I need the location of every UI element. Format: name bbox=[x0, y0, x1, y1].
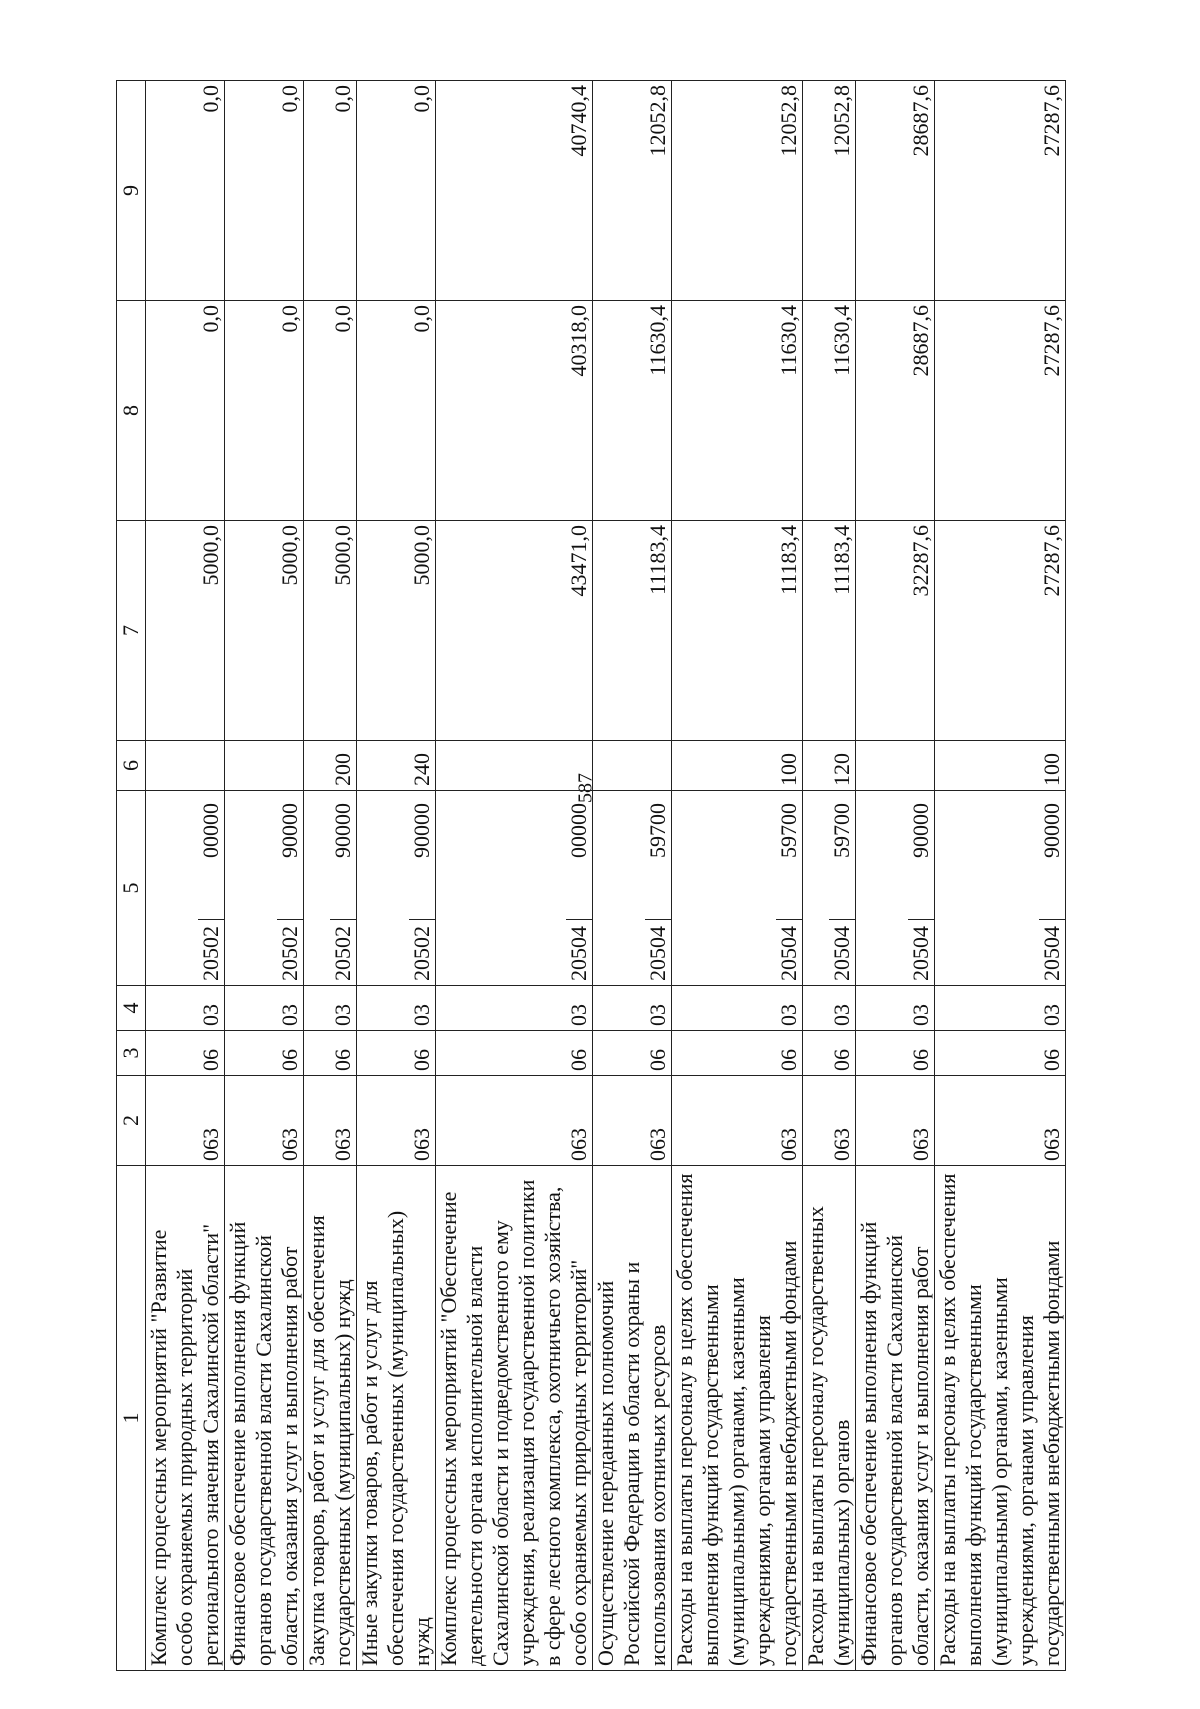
ministry-code-cell: 063 bbox=[225, 1076, 304, 1166]
program-code: 20502 bbox=[198, 919, 224, 981]
amount-cell: 28687,6 bbox=[856, 301, 935, 521]
table-row bbox=[803, 81, 856, 1671]
column-number-row bbox=[117, 81, 146, 1671]
budget-table-sheet bbox=[116, 81, 1066, 1671]
column-header: 5 bbox=[117, 791, 146, 986]
row-name-cell: Финансовое обеспечение выполнения функций органов государственной власти Сахалинской области, оказания услуг и выполнения работ bbox=[856, 1166, 935, 1671]
amount-cell: 12052,8 bbox=[672, 81, 803, 301]
expense-type-cell bbox=[436, 741, 593, 791]
amount-cell: 40318,0 bbox=[436, 301, 593, 521]
amount-cell: 11183,4 bbox=[803, 521, 856, 741]
direction-code: 00000 bbox=[566, 803, 591, 858]
program-code: 20504 bbox=[645, 919, 671, 981]
subsection-code-cell: 03 bbox=[935, 986, 1066, 1031]
expense-type-cell: 200 bbox=[304, 741, 357, 791]
amount-cell: 32287,6 bbox=[856, 521, 935, 741]
subsection-code-cell: 03 bbox=[146, 986, 225, 1031]
target-article-cell bbox=[436, 791, 593, 986]
direction-code: 90000 bbox=[277, 803, 302, 858]
amount-cell: 5000,0 bbox=[357, 521, 436, 741]
program-code: 20504 bbox=[566, 919, 592, 981]
table-row bbox=[935, 81, 1066, 1671]
section-code-cell: 06 bbox=[146, 1031, 225, 1076]
amount-cell: 0,0 bbox=[357, 81, 436, 301]
section-code-cell: 06 bbox=[357, 1031, 436, 1076]
direction-code: 00000 bbox=[198, 803, 223, 858]
amount-cell: 12052,8 bbox=[803, 81, 856, 301]
expense-type-cell: 240 bbox=[357, 741, 436, 791]
target-article-cell bbox=[672, 791, 803, 986]
target-article-cell bbox=[304, 791, 357, 986]
expense-type-cell bbox=[856, 741, 935, 791]
expense-type-cell bbox=[146, 741, 225, 791]
column-header: 3 bbox=[117, 1031, 146, 1076]
target-article-cell bbox=[593, 791, 672, 986]
program-code: 20504 bbox=[908, 919, 934, 981]
program-code: 20504 bbox=[829, 919, 855, 981]
budget-table bbox=[116, 80, 1066, 1671]
row-name-cell: Расходы на выплаты персоналу в целях обеспечения выполнения функций государственными (муниципальными) органами, казенными учреждениями, органами управления государственными внебюджетными фондами bbox=[672, 1166, 803, 1671]
ministry-code-cell: 063 bbox=[935, 1076, 1066, 1166]
amount-cell: 0,0 bbox=[225, 301, 304, 521]
program-code: 20504 bbox=[776, 919, 802, 981]
amount-cell: 40740,4 bbox=[436, 81, 593, 301]
row-name-cell: Комплекс процессных мероприятий "Обеспечение деятельности органа исполнительной власти Сахалинской области и подведомственного ему учреждения, реализация государственной политики в сфере лесного комплекса, охотничьего хозяйства, особо охраняемых природных территорий" bbox=[436, 1166, 593, 1671]
column-header: 8 bbox=[117, 301, 146, 521]
table-row bbox=[225, 81, 304, 1671]
section-code-cell: 06 bbox=[935, 1031, 1066, 1076]
subsection-code-cell: 03 bbox=[856, 986, 935, 1031]
amount-cell: 43471,0 bbox=[436, 521, 593, 741]
amount-cell: 11183,4 bbox=[672, 521, 803, 741]
target-article-cell bbox=[225, 791, 304, 986]
section-code-cell: 06 bbox=[225, 1031, 304, 1076]
amount-cell: 12052,8 bbox=[593, 81, 672, 301]
column-header: 2 bbox=[117, 1076, 146, 1166]
expense-type-cell: 120 bbox=[803, 741, 856, 791]
row-name-cell: Расходы на выплаты персоналу в целях обеспечения выполнения функций государственными (муниципальными) органами, казенными учреждениями, органами управления государственными внебюджетными фондами bbox=[935, 1166, 1066, 1671]
table-row bbox=[357, 81, 436, 1671]
amount-cell: 0,0 bbox=[304, 81, 357, 301]
program-code: 20504 bbox=[1039, 919, 1065, 981]
amount-cell: 5000,0 bbox=[225, 521, 304, 741]
direction-code: 59700 bbox=[645, 803, 670, 858]
direction-code: 90000 bbox=[409, 803, 434, 858]
ministry-code-cell: 063 bbox=[672, 1076, 803, 1166]
target-article-cell bbox=[357, 791, 436, 986]
amount-cell: 0,0 bbox=[146, 301, 225, 521]
subsection-code-cell: 03 bbox=[803, 986, 856, 1031]
direction-code: 59700 bbox=[829, 803, 854, 858]
section-code-cell: 06 bbox=[304, 1031, 357, 1076]
amount-cell: 0,0 bbox=[304, 301, 357, 521]
column-header: 7 bbox=[117, 521, 146, 741]
section-code-cell: 06 bbox=[672, 1031, 803, 1076]
page-number: 587 bbox=[574, 773, 597, 803]
program-code: 20502 bbox=[330, 919, 356, 981]
row-name-cell: Финансовое обеспечение выполнения функций органов государственной власти Сахалинской области, оказания услуг и выполнения работ bbox=[225, 1166, 304, 1671]
amount-cell: 11183,4 bbox=[593, 521, 672, 741]
section-code-cell: 06 bbox=[436, 1031, 593, 1076]
expense-type-cell: 100 bbox=[672, 741, 803, 791]
amount-cell: 5000,0 bbox=[304, 521, 357, 741]
table-row bbox=[436, 81, 593, 1671]
subsection-code-cell: 03 bbox=[593, 986, 672, 1031]
target-article-cell bbox=[935, 791, 1066, 986]
ministry-code-cell: 063 bbox=[146, 1076, 225, 1166]
table-row bbox=[146, 81, 225, 1671]
ministry-code-cell: 063 bbox=[304, 1076, 357, 1166]
expense-type-cell: 100 bbox=[935, 741, 1066, 791]
row-name-cell: Расходы на выплаты персоналу государственных (муниципальных) органов bbox=[803, 1166, 856, 1671]
expense-type-cell bbox=[225, 741, 304, 791]
program-code: 20502 bbox=[277, 919, 303, 981]
program-code: 20502 bbox=[409, 919, 435, 981]
expense-type-cell bbox=[593, 741, 672, 791]
section-code-cell: 06 bbox=[803, 1031, 856, 1076]
section-code-cell: 06 bbox=[593, 1031, 672, 1076]
subsection-code-cell: 03 bbox=[225, 986, 304, 1031]
subsection-code-cell: 03 bbox=[304, 986, 357, 1031]
direction-code: 90000 bbox=[1039, 803, 1064, 858]
ministry-code-cell: 063 bbox=[593, 1076, 672, 1166]
column-header: 9 bbox=[117, 81, 146, 301]
table-row bbox=[672, 81, 803, 1671]
subsection-code-cell: 03 bbox=[357, 986, 436, 1031]
target-article-cell bbox=[803, 791, 856, 986]
direction-code: 90000 bbox=[330, 803, 355, 858]
amount-cell: 27287,6 bbox=[935, 301, 1066, 521]
section-code-cell: 06 bbox=[856, 1031, 935, 1076]
row-name-cell: Осуществление переданных полномочий Российской Федерации в области охраны и использования охотничьих ресурсов bbox=[593, 1166, 672, 1671]
ministry-code-cell: 063 bbox=[436, 1076, 593, 1166]
amount-cell: 0,0 bbox=[357, 301, 436, 521]
target-article-cell bbox=[146, 791, 225, 986]
table-row bbox=[593, 81, 672, 1671]
row-name-cell: Иные закупки товаров, работ и услуг для обеспечения государственных (муниципальных) нужд bbox=[357, 1166, 436, 1671]
amount-cell: 5000,0 bbox=[146, 521, 225, 741]
subsection-code-cell: 03 bbox=[672, 986, 803, 1031]
amount-cell: 0,0 bbox=[225, 81, 304, 301]
row-name-cell: Комплекс процессных мероприятий "Развитие особо охраняемых природных территорий регионального значения Сахалинской области" bbox=[146, 1166, 225, 1671]
ministry-code-cell: 063 bbox=[803, 1076, 856, 1166]
direction-code: 59700 bbox=[776, 803, 801, 858]
column-header: 1 bbox=[117, 1166, 146, 1671]
target-article-cell bbox=[856, 791, 935, 986]
amount-cell: 11630,4 bbox=[593, 301, 672, 521]
amount-cell: 28687,6 bbox=[856, 81, 935, 301]
amount-cell: 11630,4 bbox=[672, 301, 803, 521]
subsection-code-cell: 03 bbox=[436, 986, 593, 1031]
amount-cell: 0,0 bbox=[146, 81, 225, 301]
amount-cell: 27287,6 bbox=[935, 81, 1066, 301]
column-header: 6 bbox=[117, 741, 146, 791]
amount-cell: 11630,4 bbox=[803, 301, 856, 521]
amount-cell: 27287,6 bbox=[935, 521, 1066, 741]
table-row bbox=[856, 81, 935, 1671]
column-header: 4 bbox=[117, 986, 146, 1031]
table-row bbox=[304, 81, 357, 1671]
ministry-code-cell: 063 bbox=[856, 1076, 935, 1166]
row-name-cell: Закупка товаров, работ и услуг для обеспечения государственных (муниципальных) нужд bbox=[304, 1166, 357, 1671]
ministry-code-cell: 063 bbox=[357, 1076, 436, 1166]
direction-code: 90000 bbox=[908, 803, 933, 858]
